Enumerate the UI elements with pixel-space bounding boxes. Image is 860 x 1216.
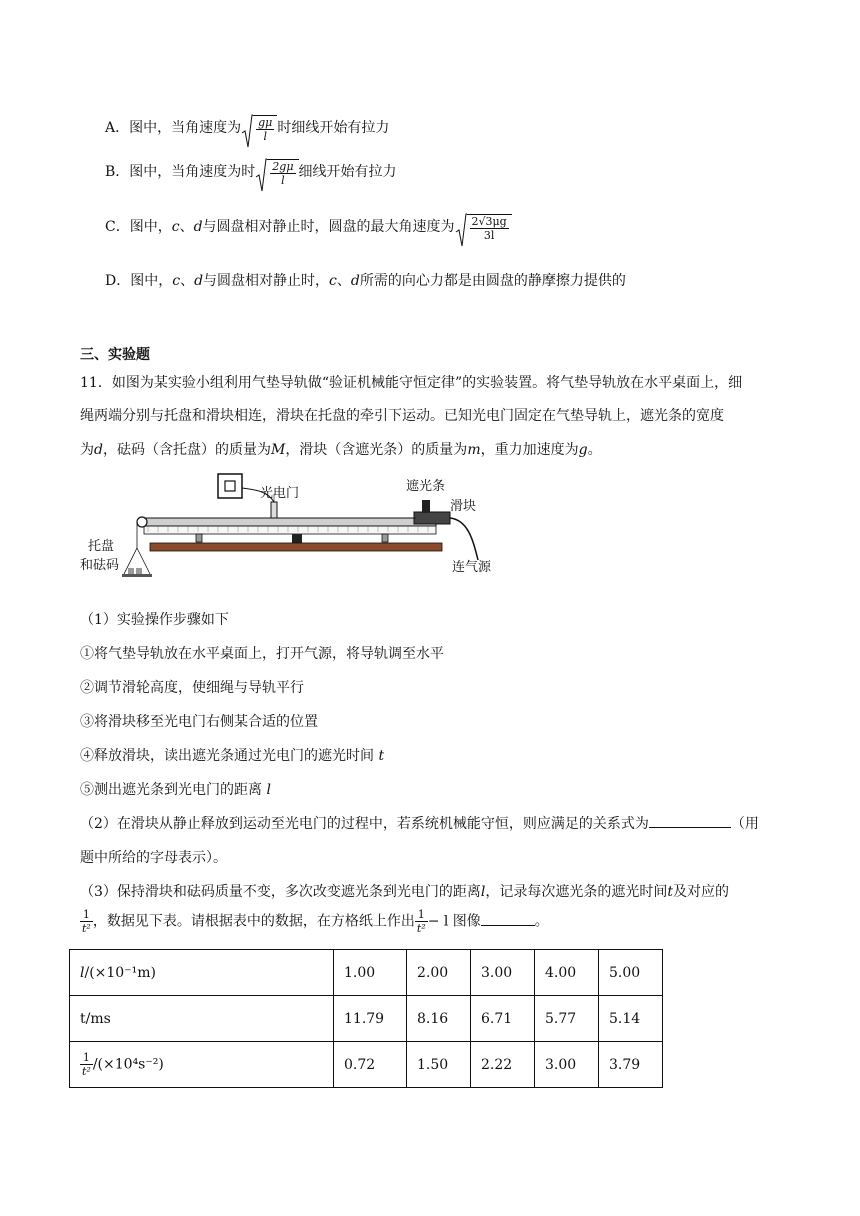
option-a-text: 时细线开始有拉力 [277, 120, 390, 136]
fraction-denominator: t² [416, 922, 426, 935]
option-d-rest: 所需的向心力都是由圆盘的静摩擦力提供的 [359, 273, 626, 289]
separator: 、 [179, 219, 194, 235]
table-row [70, 996, 663, 1042]
var-c: c [329, 273, 337, 289]
section-title: 三、实验题 [80, 347, 150, 363]
sqrt-expression [241, 113, 277, 143]
text: 为 [80, 442, 94, 458]
var-c: c [172, 273, 181, 289]
option-a [105, 113, 389, 143]
radical-icon [241, 113, 253, 149]
fraction-numerator: 1 [415, 908, 428, 922]
table-cell: 8.16 [407, 996, 471, 1042]
table-cell: 5.77 [535, 996, 599, 1042]
var-t: t [667, 884, 674, 900]
table-cell: 1.00 [334, 950, 407, 996]
sqrt-expression [255, 157, 298, 187]
table-cell: 3.79 [599, 1042, 663, 1088]
label-tray: 托盘 [88, 539, 115, 554]
step-2: ②调节滑轮高度，使细绳与导轨平行 [80, 680, 304, 696]
text: （3）保持滑块和砝码质量不变，多次改变遮光条到光电门的距离 [80, 884, 481, 900]
var-c: c [171, 219, 180, 235]
table-row [70, 950, 663, 996]
fraction-numerator: gμ [258, 116, 273, 129]
fraction-numerator: 2gμ [272, 160, 294, 173]
var-g: g [578, 442, 588, 458]
fraction-denominator: t² [82, 1065, 91, 1078]
option-d [105, 270, 626, 290]
slider-block [414, 512, 450, 524]
row-header [70, 950, 334, 996]
option-d-text: 与圆盘相对静止时， [203, 273, 330, 289]
text: ，数据见下表。请根据表中的数据，在方格纸上作出 [92, 913, 415, 930]
var-d: d [193, 219, 203, 235]
option-b-text: 细线开始有拉力 [298, 164, 397, 180]
text: ，砝码（含托盘）的质量为 [102, 442, 271, 458]
fraction-numerator: 1 [80, 1051, 93, 1065]
separator: 、 [180, 273, 195, 289]
label-shade-strip: 遮光条 [406, 479, 446, 494]
text: 。 [534, 913, 549, 930]
var-t: t [378, 748, 385, 764]
text: − l 图像 [427, 913, 481, 930]
table-cell: 6.71 [471, 996, 535, 1042]
pulley [137, 517, 147, 527]
var-l: l [80, 964, 85, 981]
text: （用 [730, 816, 759, 832]
table-cell: 5.14 [599, 996, 663, 1042]
table-row [70, 1042, 663, 1088]
table-cell: 0.72 [334, 1042, 407, 1088]
step-4 [80, 745, 384, 765]
tray [122, 574, 152, 577]
option-b [105, 157, 397, 187]
apparatus-figure [78, 470, 508, 580]
text: 及对应的 [673, 884, 730, 900]
label-photogate: 光电门 [260, 486, 300, 501]
option-c-label: C．图中， [105, 219, 172, 235]
fraction-numerator: 1 [80, 908, 93, 922]
var-d: d [350, 273, 360, 289]
fraction-denominator: l [281, 174, 285, 187]
air-track-rail [144, 518, 436, 526]
q11-line-1: 11．如图为某实验小组利用气垫导轨做“验证机械能守恒定律”的实验装置。将气垫导轨放在水平桌面上，细 [80, 375, 743, 391]
radical-icon [455, 212, 467, 248]
part2-line-2: 题中所给的字母表示）。 [80, 850, 227, 866]
table-cell: 2.22 [471, 1042, 535, 1088]
option-c-text: 与圆盘相对静止时，圆盘的最大角速度为 [202, 219, 455, 235]
table-cell: 3.00 [471, 950, 535, 996]
steps-heading: （1）实验操作步骤如下 [80, 612, 229, 628]
row-header [70, 1042, 334, 1088]
fraction-denominator: l [263, 130, 267, 143]
label-slider: 滑块 [450, 499, 477, 514]
option-d-label: D．图中， [105, 273, 173, 289]
photogate-sensor [271, 502, 277, 518]
text: ，重力加速度为 [480, 442, 579, 458]
q11-line-2: 绳两端分别与托盘和滑块相连，滑块在托盘的牵引下运动。已知光电门固定在气垫导轨上，遮光条的宽度 [80, 408, 724, 424]
var-d: d [94, 442, 103, 458]
row-header: t/ms [70, 996, 334, 1042]
var-l: l [266, 782, 271, 798]
fraction-one-over-t-squared [80, 1051, 93, 1078]
part3-line-1 [80, 881, 729, 901]
answer-blank[interactable] [649, 813, 731, 828]
option-c [105, 212, 512, 242]
text: ⑤测出遮光条到光电门的距离 [80, 782, 262, 798]
label-weights: 和砝码 [80, 558, 120, 573]
label-air-source: 连气源 [452, 560, 492, 575]
var-l: l [480, 884, 486, 900]
row-header-text: /(×10⁴s⁻²) [92, 1056, 164, 1073]
text: ④释放滑块，读出遮光条通过光电门的遮光时间 [80, 748, 374, 764]
fraction-denominator: 3l [483, 229, 495, 242]
radical-icon [255, 157, 267, 193]
table-cell: 11.79 [334, 996, 407, 1042]
text: ，滑块（含遮光条）的质量为 [285, 442, 468, 458]
fraction-one-over-t-squared [415, 908, 428, 935]
option-b-label: B．图中，当角速度为时 [105, 164, 256, 180]
var-m: m [467, 442, 481, 458]
text: ，记录每次遮光条的遮光时间 [485, 884, 668, 900]
q11-line-3 [80, 439, 602, 459]
data-table [69, 949, 663, 1088]
table-cell: 5.00 [599, 950, 663, 996]
var-M: M [270, 442, 286, 458]
table-cell: 1.50 [407, 1042, 471, 1088]
text: 。 [587, 442, 602, 458]
sqrt-expression [455, 212, 512, 242]
fraction-one-over-t-squared [80, 908, 93, 935]
table-cell: 3.00 [535, 1042, 599, 1088]
part2-line-1 [80, 813, 759, 833]
step-3: ③将滑块移至光电门右侧某合适的位置 [80, 714, 318, 730]
step-1: ①将气垫导轨放在水平桌面上，打开气源，将导轨调至水平 [80, 646, 444, 662]
text: （2）在滑块从静止释放到运动至光电门的过程中，若系统机械能守恒，则应满足的关系式为 [80, 816, 649, 832]
step-5 [80, 779, 271, 799]
row-header-text: /(×10⁻¹m) [84, 964, 156, 981]
shade-strip [422, 500, 430, 513]
photogate-box [218, 474, 242, 498]
fraction-denominator: t² [82, 922, 91, 935]
table-cell: 2.00 [407, 950, 471, 996]
table-board [150, 543, 442, 551]
separator: 、 [336, 273, 351, 289]
fraction-numerator: 2√3μg [471, 215, 507, 228]
table-cell: 4.00 [535, 950, 599, 996]
option-a-label: A．图中，当角速度为 [105, 120, 242, 136]
var-d: d [194, 273, 204, 289]
part3-line-2 [80, 908, 549, 935]
answer-blank[interactable] [481, 911, 535, 926]
